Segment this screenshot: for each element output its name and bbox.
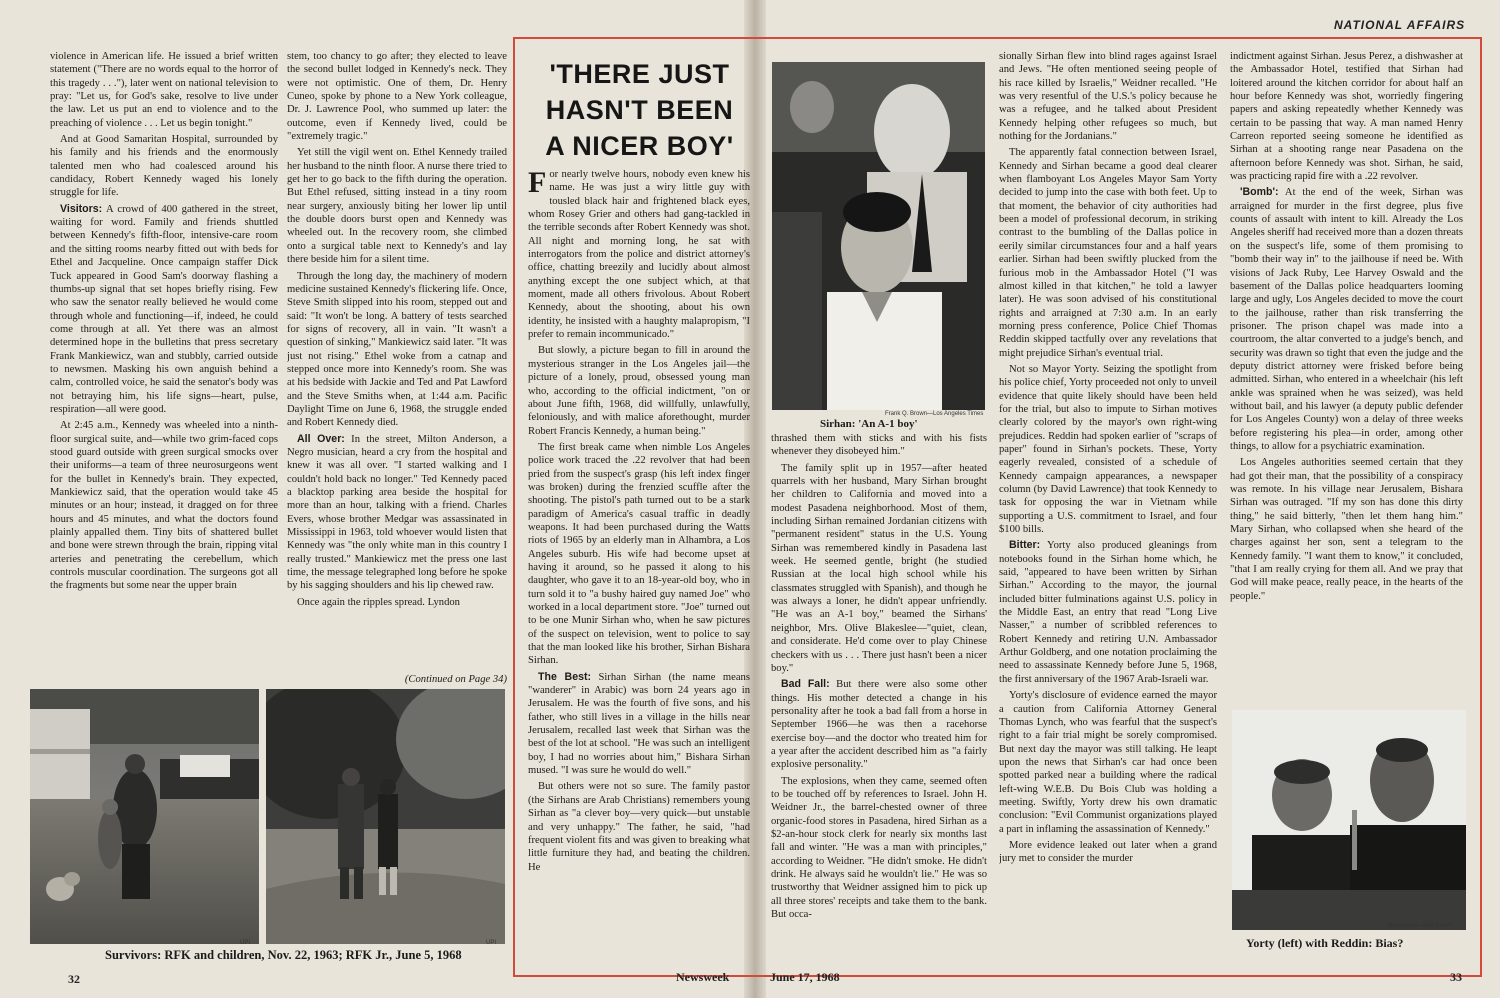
paragraph-text: Through the long day, the machinery of modern medicine sustained Kennedy's flickering life. Once, Steve Smith slipped into his room, stepped out and said: "It won't be long. A battery of tests searched for signs of recovery, all in vain. "It wasn't a question of sinking," Mankiewicz said later. "It was just not rising." Ethel woke from a catnap and stepped once more into Kennedy's room. She was at his bedside with Jackie and Ted and Pat Lawford and the Steve Smiths when, at 1:44 a.m. Pacific Daylight Time on June 6, 1968, the struggle ended and Robert Kennedy died.: [287, 270, 507, 429]
paragraph-text: And at Good Samaritan Hospital, surrounded by his family and his friends and the enormously talented men who had coalesced around his candidacy, Robert Kennedy waged his lonely struggle for life.: [50, 134, 278, 199]
paragraph: [999, 50, 1217, 143]
subhead: 'Bomb':: [1240, 186, 1279, 199]
photo-caption-sirhan: Sirhan: 'An A-1 boy': [820, 418, 918, 430]
paragraph-text: violence in American life. He issued a brief written statement ("There are no words equal to the horror of this tragedy . . ."), later went on national television to pray: "Let us, for God's sake, resolve to live under the law. Let us put an end to violence and to the preaching of violence . . . Let us begin tonight.": [50, 51, 278, 129]
photo-sirhan-image: [772, 62, 985, 410]
left-column-2: [287, 50, 507, 672]
paragraph: [50, 50, 278, 130]
paragraph-text: Yorty also produced gleanings from notebooks found in the Sirhan home which, he said, "appeared to have been written by Sirhan Sirhan." According to the mayor, the journal included bitter fulminations against U.S. policy in the Middle East, an entry that read "Long Live Nasser," a number of scribbled references to Robert Kennedy and retiring U.N. Ambassador Arthur Goldberg, and one notation proclaiming the need to assassinate Kennedy before June 5, 1968, the first anniversary of the 1967 Arab-Israeli war.: [999, 540, 1217, 685]
paragraph: [528, 671, 750, 778]
article-column-1: [528, 168, 750, 958]
section-header: NATIONAL AFFAIRS: [1334, 18, 1466, 32]
photo-rfk-children-image: [30, 689, 259, 944]
subhead: Bad Fall:: [781, 678, 830, 691]
paragraph-text: Los Angeles authorities seemed certain that they had got their man, that the possibility of a conspiracy was remote. In his village near Jerusalem, Bishara Sirhan was outraged. "If my son has done this dirty thing," he said bitterly, "then let them hang him." Mary Sirhan, who collapsed when she heard of the charges against her son, sent a telegram to the Kennedy family. "I want them to know," it concluded, "that I am really crying for them all. And we pray that God will make peace, really peace, in the hearts of the people.": [1230, 457, 1463, 602]
paragraph: [287, 596, 507, 609]
paragraph-text: or nearly twelve hours, nobody even knew his name. He was just a wiry little guy with tousled black hair and frightened black eyes, whom Rosey Grier and others had gang-tackled in the terrible seconds after Robert Kennedy was shot. All night and morning long, he sat with interrogators from the police and district attorney's office, chatting breezily and lucidly about almost anything except the one subject which, at that moment, made all others frivolous. About Robert Kennedy, about the shooting, about his own identity, he insisted with a haughty malapropism, "I prefer to remain incommunicado.": [528, 169, 750, 341]
paragraph: [999, 539, 1217, 686]
footer-magazine: Newsweek: [676, 970, 730, 984]
paragraph: [50, 203, 278, 417]
paragraph-text: thrashed them with sticks and with his fists whenever they disobeyed him.": [771, 433, 987, 458]
paragraph-text: indictment against Sirhan. Jesus Perez, a dishwasher at the Ambassador Hotel, testified that Sirhan had loitered around the kitchen corridor for about half an hour before Kennedy was shot, worriedly fingering papers and asking repeatedly whether Kennedy was certain to be passing that way. A man named Henry Carreon reported seeing someone he identified as Sirhan at a shooting range near Pasadena on the afternoon before Kennedy was shot. Sirhan, he said, was practicing rapid fire with a .22 revolver.: [1230, 51, 1463, 183]
paragraph-text: Sirhan Sirhan (the name means "wanderer" in Arabic) was born 24 years ago in Jerusalem. He was the fourth of five sons, and his father, who still lives in a village in the hills near Jerusalem, recalled last week that Sirhan was the best of the lot at school. "He was such an intelligent boy, I had no worries about him," Bishara Sirhan mused. "I was sure he would do well.": [528, 671, 750, 777]
paragraph: [999, 839, 1217, 866]
paragraph-text: But others were not so sure. The family pastor (the Sirhans are Arab Christians) remembers young Sirhan as "a clever boy—very quick—but unstable and very unhappy." The father, he said, "had frequent violent fits and was given to breaking what little furniture they had, and beating the children. He: [528, 781, 750, 873]
paragraph-text: At 2:45 a.m., Kennedy was wheeled into a ninth-floor surgical suite, and—while two grim-faced cops stood guard outside with green surgical smocks over their uniforms—a team of three neurosurgeons went for the bullet in Kennedy's brain. They expected, Mankiewicz said, that the operation would take 45 minutes or an hour; instead, it dragged on for three hours and 45 minutes, and what the doctors found plainly appalled them. Tiny bits of shattered bullet and bone were strewn through the brain, ripping vital arteries and penetrating the cerebellum, which controls muscular coordination. The surgeons got all the fragments but some near the upper brain: [50, 420, 278, 592]
paragraph-text: The explosions, when they came, seemed often to be touched off by references to Israel. John H. Weidner Jr., the barrel-chested owner of three organic-food stores in Pasadena, hired Sirhan as a $2-an-hour stock clerk for nearly six months last fall and winter. "He was a man with principles," according to Weidner. "He didn't smoke. He didn't drink. He always said he wouldn't lie." He was so trustworthy that Weidner assigned him to pick up all three stores' receipts and take them to the bank. But occa-: [771, 775, 987, 921]
photo-caption-yorty: Yorty (left) with Reddin: Bias?: [1246, 936, 1404, 950]
paragraph-text: The first break came when nimble Los Angeles police work traced the .22 revolver that had been pried from the suspect's grasp (his left index finger was broken) during the frenzied scuffle after the shooting. The pistol's path turned out to be a stark paradigm of America's casual traffic in deadly weapons. It had been purchased during the Watts riots of 1965 by an elderly man in Alhambra, a Los Angeles suburb. His wife had become upset at having it around, so he passed it along to his daughter, who gave it to an 18-year-old boy, who in turn sold it to "a bushy haired guy named Joe" who worked in a local department store. "Joe" turned out to be one Munir Sirhan who, when he saw pictures of the suspect on television, went to police to say that the man looked like his brother, Sirhan Bishara Sirhan.: [528, 441, 750, 667]
paragraph-text: A crowd of 400 gathered in the street, waiting for word. Family and friends shuttled between Kennedy's fifth-floor, intensive-care room and the sitting rooms nearby fitted out with beds for Ethel and Jacqueline. Once campaign staffer Dick Tuck appeared in Good Sam's doorway flashing a thumbs-up signal that set hopes briefly rising. Few who saw the senator really believed he would come through whole and functioning—if, indeed, he could come through at all. Yet there was an almost determined hope in the bulletins that press secretary Frank Mankiewicz, wan and stubbly, carried outside to newsmen. Masking his own anguish behind a calm, controlled voice, he said the senator's body was not betraying him, his life signs—heart, pulse, respiration—all were good.: [50, 203, 278, 415]
paragraph-text: The apparently fatal connection between Israel, Kennedy and Sirhan became a good deal clearer when flamboyant Los Angeles Mayor Sam Yorty decided to jump into the case with both feet. Up to that moment, the behavior of city authorities had been a model of professional decorum, in striking contrast to the bumbling of the Dallas police in eerily similar circumstances four and a half years earlier. Sirhan had been swiftly plucked from the furious mob in the Ambassador Hotel ("I was almost killed in that kitchen," he told a lawyer later). He was soon advised of his constitutional rights and arraigned at 7:30 a.m. In an early morning press conference, Police Chief Thomas Reddin skipped tactfully over any revelations that might prejudice Sirhan's eventual trial.: [999, 147, 1217, 359]
page-number-left: 32: [68, 972, 80, 986]
paragraph: [771, 462, 987, 676]
footer-date: June 17, 1968: [770, 970, 840, 984]
article-column-4: [1230, 50, 1463, 700]
paragraph: [1230, 456, 1463, 603]
headline-line-3: A NICER BOY': [545, 131, 734, 161]
paragraph: [287, 146, 507, 266]
subhead: Visitors:: [60, 202, 103, 215]
paragraph: [999, 363, 1217, 536]
drop-cap: F: [528, 168, 547, 199]
subhead: Bitter:: [1009, 539, 1041, 552]
paragraph-text: At the end of the week, Sirhan was arraigned for murder in the first degree, plus five counts of assault with intent to kill. Already the Los Angeles sheriff had received more than a dozen threats on the suspect's life, some of them promising to "bomb their way in" to the jailhouse if need be. With visions of Jack Ruby, Lee Harvey Oswald and the basement of the Dallas police headquarters looming large and ugly, Los Angeles decided to move the court to the jailhouse, rather than risk transferring the prisoner. The prison chapel was made into a courtroom, the altar converted to a judge's bench, and security was drawn so tight that even the judge and the deputy district attorney were frisked before being admitted. Sirhan, who entered in a wheelchair (his left ankle was sprained when he was seized), was held without bail, and his lawyer (a deputy public defender for Los Angeles County) won a delay of three weeks before registering his plea—in order, among other things, to allow for a psychiatric examination.: [1230, 187, 1463, 452]
photo-credit-2: UPI: [486, 940, 497, 946]
paragraph-text: More evidence leaked out later when a grand jury met to consider the murder: [999, 839, 1217, 865]
photo-rfk-jr-image: [266, 689, 505, 944]
photo-caption-survivors: Survivors: RFK and children, Nov. 22, 1963; RFK Jr., June 5, 1968: [105, 948, 462, 962]
paragraph: [771, 678, 987, 771]
paragraph: [771, 775, 987, 922]
paragraph-text: In the street, Milton Anderson, a Negro musician, heard a cry from the hospital and knew it was all over. "I started walking and I couldn't hold back no longer." Ted Kennedy paced a blacktop parking area beside the hospital for more than an hour, talking with a friend. Charles Evers, whose brother Medgar was assassinated in Mississippi in 1963, told whoever would listen that Kennedy was "the only white man in this country I really trusted." Mankiewicz met the press one last time, the message telegraphed long before he spoke by his sagging shoulders and his lip chewed raw.: [287, 433, 507, 592]
article-headline: [528, 56, 751, 164]
photo-credit-1: UPI: [240, 940, 251, 946]
paragraph-text: Not so Mayor Yorty. Seizing the spotlight from his police chief, Yorty proceeded not only to unveil evidence that quite likely should have been held for the trial, but also to impute to Sirhan motives clearly colored by the mayor's own right-wing prejudices. Reddin had spoken earlier of "scraps of paper" found in Sirhan's pockets. These, Yorty eagerly revealed, consisted of a schedule of Kennedy campaign appearances, a newspaper column (by David Lawrence) that took Kennedy to task for opposing the war in Vietnam while supporting a U.S. commitment to Israel, and four $100 bills.: [999, 363, 1217, 536]
paragraph: [287, 433, 507, 593]
subhead: All Over:: [297, 432, 345, 445]
paragraph: [1230, 186, 1463, 453]
paragraph: [528, 780, 750, 873]
paragraph-text: The family split up in 1957—after heated quarrels with her husband, Mary Sirhan brought her children to California and moved into a modest Pasadena neighborhood. Most of them, including Sirhan remained Jordanian citizens with "permanent resident" status in the U.S. Young Sirhan was remembered kindly in Pasadena last week. He seemed gentle, bright (he studied Russian at the local high school while his classmates struggled with Spanish), and though he was always a loner, he didn't appear unfriendly. "He was an A-1 boy," beamed the Sirhans' neighbor, Mrs. Olive Blakeslee—"quiet, clean, and considerate. He'd come over to play Chinese checkers with us . . . There just hasn't been a nicer boy.": [771, 462, 987, 674]
paragraph: [528, 344, 750, 437]
photo-rfk-children: [30, 689, 259, 944]
paragraph: [771, 432, 987, 459]
photo-yorty-reddin-image: [1232, 710, 1466, 930]
paragraph: [287, 50, 507, 143]
continued-note: (Continued on Page 34): [404, 674, 507, 685]
paragraph-text: Yorty's disclosure of evidence earned the mayor a caution from California Attorney General Thomas Lynch, who was fearful that the suspect's right to a fair trial might be sorely compromised. But next day the mayor was still talking. He leapt upon the news that Sirhan's car had once been spotted parked near a building where the radical left-wing W.E.B. Du Bois Club was holding a meeting. Swiftly, Yorty drew his own dramatic conclusion: "Evil Communist organizations played a part in inflaming the assassination of Kennedy.": [999, 690, 1217, 835]
paragraph: [287, 270, 507, 430]
paragraph: [528, 168, 750, 341]
article-column-3: [999, 50, 1217, 960]
paragraph: [528, 441, 750, 668]
article-column-2: [771, 432, 987, 960]
page-number-right: 33: [1450, 970, 1462, 984]
photo-credit-yorty: Newsweek—Bob Grosh: [1388, 923, 1452, 929]
paragraph-text: Once again the ripples spread. Lyndon: [297, 596, 460, 608]
subhead: The Best:: [538, 670, 592, 683]
paragraph: [1230, 50, 1463, 183]
photo-rfk-jr: [266, 689, 505, 944]
paragraph: [999, 146, 1217, 360]
photo-yorty-reddin: [1232, 710, 1466, 930]
headline-line-1: 'THERE JUST: [549, 59, 730, 89]
photo-credit-sirhan: Frank Q. Brown—Los Angeles Times: [885, 411, 984, 417]
paragraph-text: But slowly, a picture began to fill in around the mysterious stranger in the Los Angeles jail—the picture of a lonely, proud, obsessed young man who, according to the official indictment, "on or about June fifth, 1968, did willfully, unlawfully, feloniously, and with malice aforethought, murder Robert Francis Kennedy, a human being.": [528, 345, 750, 437]
paragraph-text: stem, too chancy to go after; they elected to leave the second bullet lodged in Kennedy's neck. They were not optimistic. One of them, Dr. Henry Cuneo, spoke by phone to a New York colleague, Dr. J. Lawrence Pool, who summed up later: the outcome, even if Kennedy lived, could be "extremely tragic.": [287, 51, 507, 143]
paragraph: [50, 133, 278, 200]
left-column-1: [50, 50, 278, 690]
paragraph: [50, 419, 278, 592]
headline-line-2: HASN'T BEEN: [545, 95, 734, 125]
paragraph: [999, 689, 1217, 836]
paragraph-text: sionally Sirhan flew into blind rages against Israel and Jews. "He often mentioned seeing people of his race killed by Israelis," Weidner recalled. "He was very resentful of the U.S.'s policy because he was a refugee, and he talked about President Kennedy helping other refugees so much, but nothing for the Jordanians.": [999, 51, 1217, 143]
paragraph-text: Yet still the vigil went on. Ethel Kennedy trailed her husband to the ninth floor. A nurse there tried to get her to go back to the fifth during the operation. But Ethel refused, sitting instead in a tiny room near surgery, anxiously biting her lower lip until the double doors burst open and Kennedy was wheeled out. In the recovery room, she climbed onto a surgical table next to Kennedy's and lay there beside him for a silent time.: [287, 147, 507, 266]
photo-sirhan: [772, 62, 985, 410]
paragraph-text: But there were also some other things. His mother detected a change in his personality after he took a bad fall from a horse in September 1966—he was then a racehorse exercise boy—and the doctor who treated him for a year after the accident described him as "a fairly explosive personality.": [771, 679, 987, 771]
